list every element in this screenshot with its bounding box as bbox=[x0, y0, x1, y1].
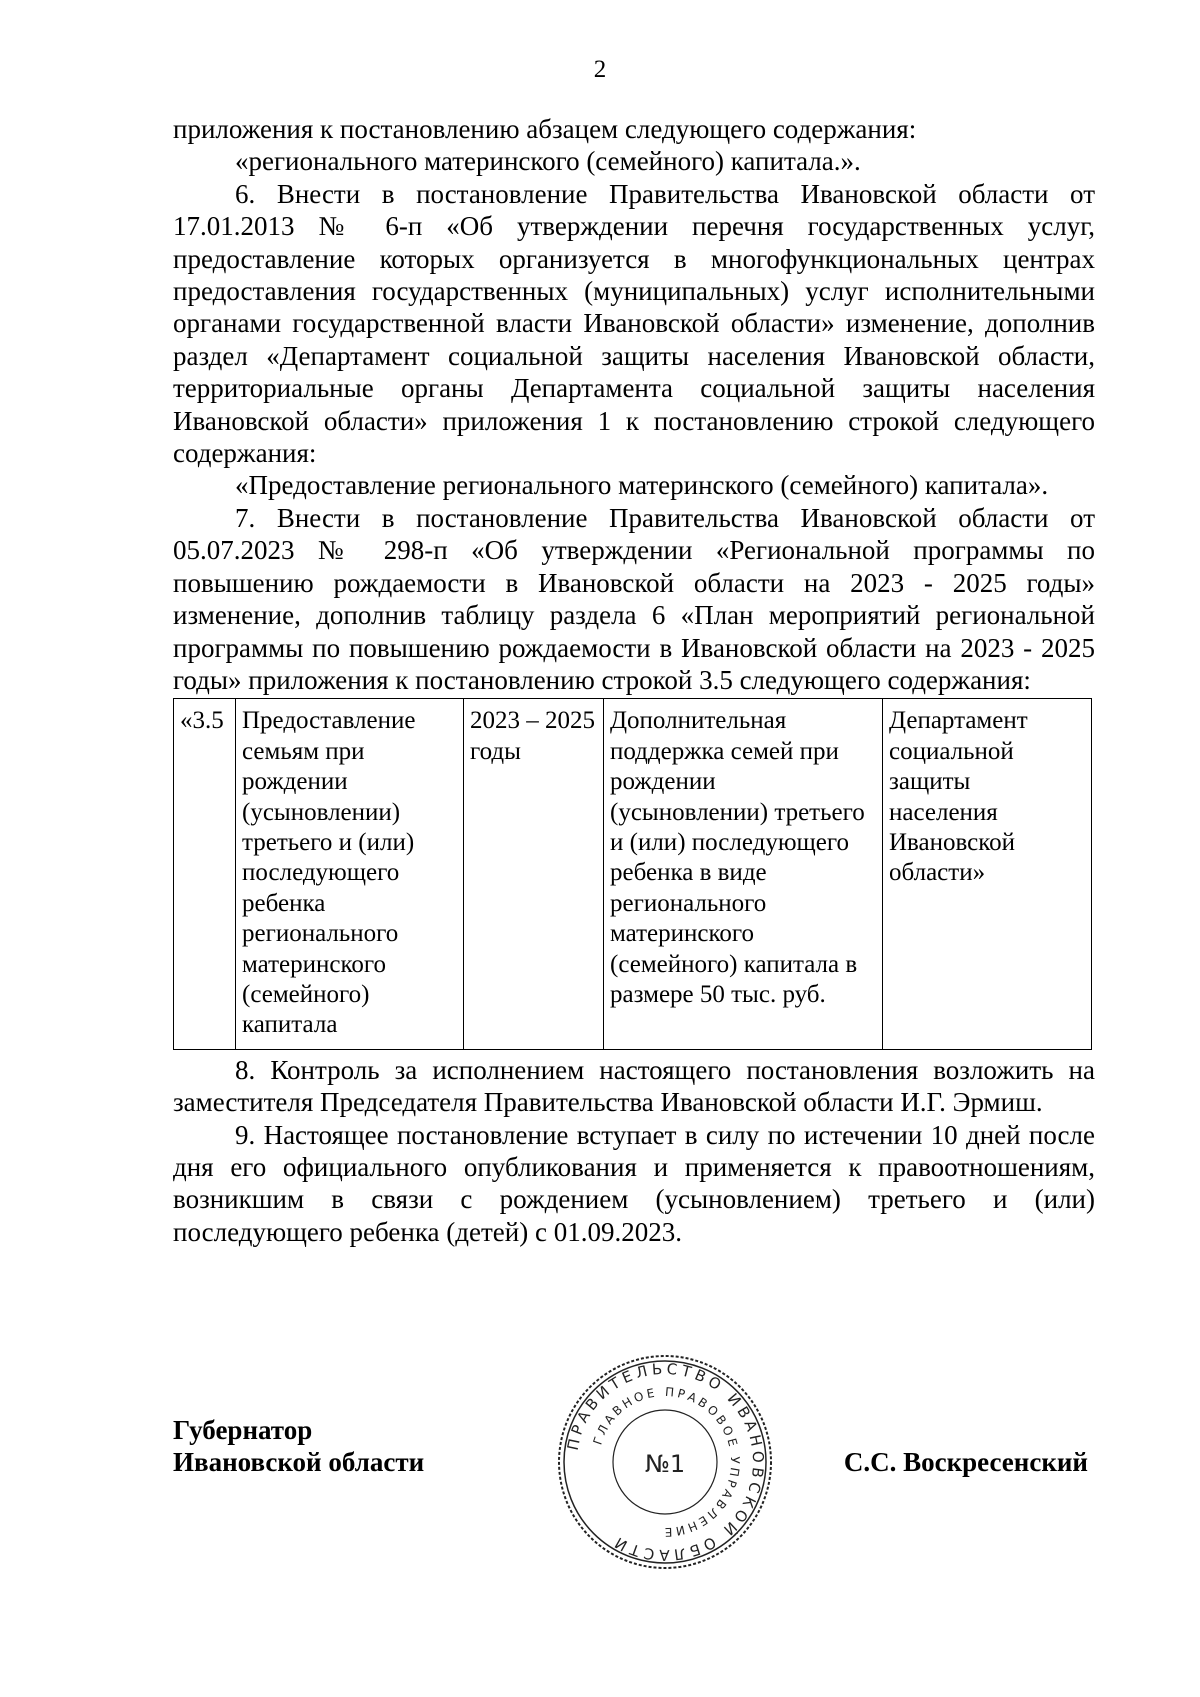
signature-name: С.С. Воскресенский bbox=[843, 1447, 1088, 1477]
paragraph-item-9: 9. Настоящее постановление вступает в силу по истечении 10 дней после дня его официального опубликования и применяется к правоотношениям, возникшим в связи с рождением (усыновлением) третьего и (или) последующего ребенка (детей) с 01.09.2023. bbox=[173, 1119, 1095, 1247]
seal-outer-text: ПРАВИТЕЛЬСТВО ИВАНОВСКОЙ ОБЛАСТИ bbox=[563, 1359, 768, 1565]
table-cell-responsible: Департамент социальной защиты населения Ивановской области» bbox=[883, 699, 1092, 1049]
seal-inner-text: ГЛАВНОЕ ПРАВОВОЕ УПРАВЛЕНИЕ bbox=[590, 1384, 743, 1540]
paragraph-quote-capital: «регионального материнского (семейного) капитала.». bbox=[235, 146, 861, 177]
paragraph-intro: приложения к постановлению абзацем следующего содержания: bbox=[173, 114, 917, 144]
table-cell-period: 2023 – 2025 годы bbox=[464, 699, 604, 1049]
table-row bbox=[174, 699, 1092, 1049]
plan-table bbox=[173, 698, 1092, 1049]
page-number: 2 bbox=[593, 56, 607, 83]
official-seal-stamp bbox=[555, 1352, 775, 1572]
paragraph-item-8: 8. Контроль за исполнением настоящего постановления возложить на заместителя Председателя Правительства Ивановской области И.Г. Эрмиш. bbox=[173, 1054, 1095, 1118]
paragraph-item-7: 7. Внести в постановление Правительства Ивановской области от 05.07.2023 № 298-п «Об утверждении «Региональной программы по повышению рождаемости в Ивановской области на 2023 - 2025 годы» изменение, дополнив таблицу раздела 6 «План мероприятий региональной программы по повышению рождаемости в Ивановской области на 2023 - 2025 годы» приложения к постановлению строкой 3.5 следующего содержания: bbox=[173, 502, 1095, 695]
paragraph-item-6: 6. Внести в постановление Правительства Ивановской области от 17.01.2013 № 6-п «Об утверждении перечня государственных услуг, предоставление которых организуется в многофункциональных центрах предоставления государственных (муниципальных) услуг исполнительными органами государственной власти Ивановской области» изменение, дополнив раздел «Департамент социальной защиты населения Ивановской области, территориальные органы Департамента социальной защиты населения Ивановской области» приложения 1 к постановлению строкой следующего содержания: bbox=[173, 178, 1095, 469]
seal-number: №1 bbox=[644, 1450, 686, 1478]
signature-title bbox=[173, 1414, 424, 1479]
signature-title-line2: Ивановской области bbox=[173, 1447, 425, 1478]
paragraph-quote-service: «Предоставление регионального материнского (семейного) капитала». bbox=[235, 470, 1049, 501]
table-cell-description: Дополнительная поддержка семей при рождении (усыновлении) третьего и (или) последующего ребенка в виде регионального материнского (семейного) капитала в размере 50 тыс. руб. bbox=[604, 699, 883, 1049]
table-cell-number: «3.5 bbox=[174, 699, 236, 1049]
table-cell-measure: Предоставление семьям при рождении (усыновлении) третьего и (или) последующего ребенка регионального материнского (семейного) капитала bbox=[236, 699, 464, 1049]
signature-title-line1: Губернатор bbox=[173, 1415, 313, 1445]
document-body bbox=[173, 113, 1095, 1248]
